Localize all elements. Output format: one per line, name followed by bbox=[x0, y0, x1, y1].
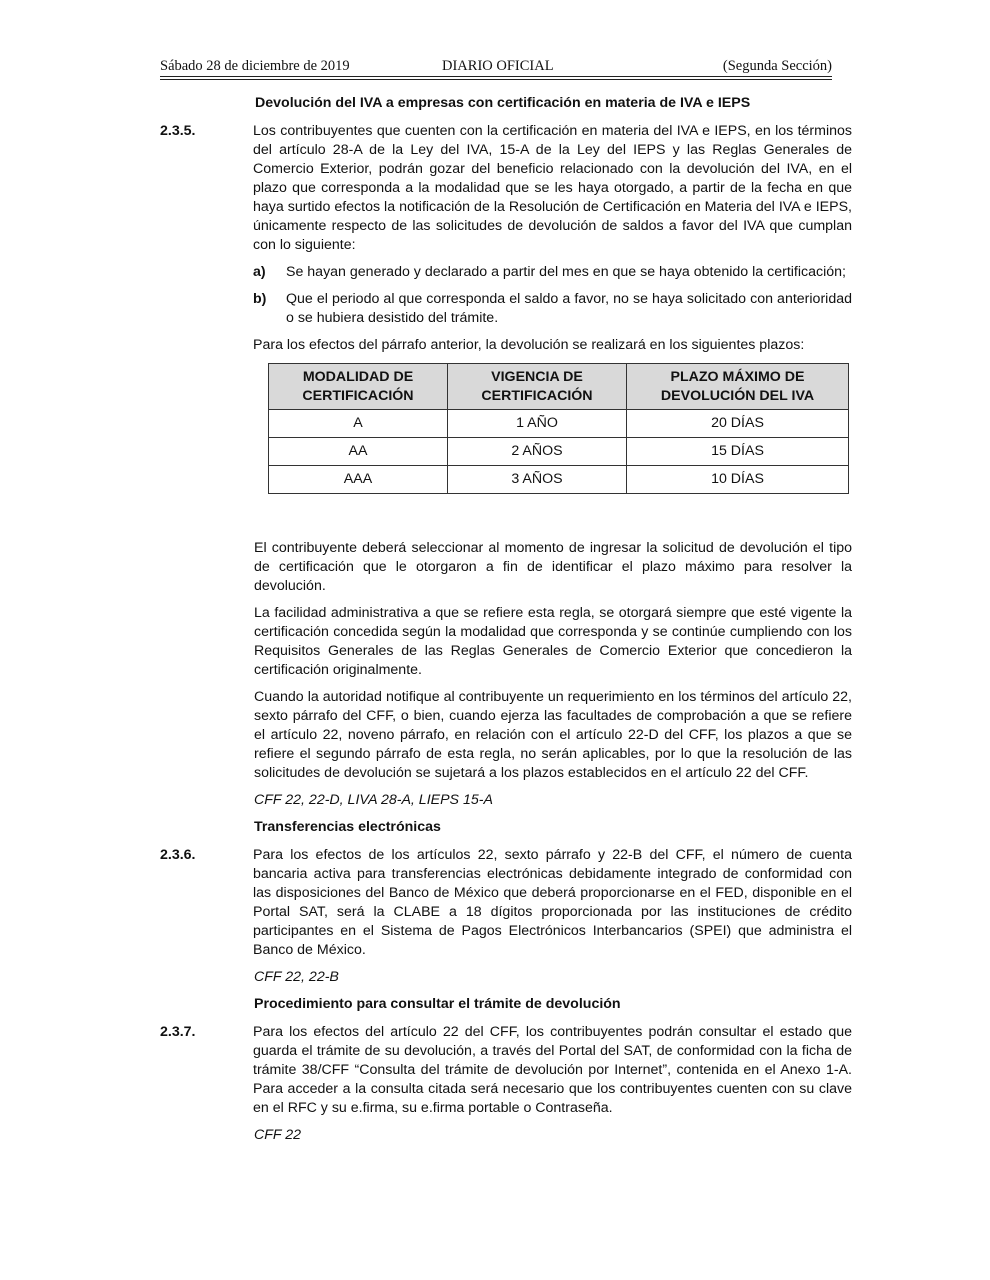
table-cell: 2 AÑOS bbox=[448, 438, 627, 466]
table-header-modalidad: MODALIDAD DE CERTIFICACIÓN bbox=[269, 364, 448, 410]
table-cell: 1 AÑO bbox=[448, 410, 627, 438]
document-body bbox=[160, 94, 852, 1153]
table-cell: AA bbox=[269, 438, 448, 466]
rule-number-236: 2.3.6. bbox=[160, 847, 196, 863]
table-cell: 20 DÍAS bbox=[627, 410, 849, 438]
legal-reference: CFF 22 bbox=[254, 1127, 302, 1143]
table-cell: 15 DÍAS bbox=[627, 438, 849, 466]
page-header bbox=[160, 57, 832, 77]
rule-body-237 bbox=[253, 1023, 852, 1118]
header-date: Sábado 28 de diciembre de 2019 bbox=[160, 58, 350, 74]
rule-heading-235: Devolución del IVA a empresas con certificación en materia de IVA e IEPS bbox=[255, 95, 751, 111]
rule-236 bbox=[160, 846, 852, 960]
rule-number-237: 2.3.7. bbox=[160, 1024, 196, 1040]
table-header-vigencia: VIGENCIA DE CERTIFICACIÓN bbox=[448, 364, 627, 410]
list-item-b bbox=[253, 290, 852, 328]
rule-heading-236: Transferencias electrónicas bbox=[254, 819, 441, 835]
rule-237 bbox=[160, 1023, 852, 1118]
header-divider bbox=[160, 76, 832, 77]
rule-235 bbox=[160, 122, 852, 531]
paragraph: El contribuyente deberá seleccionar al momento de ingresar la solicitud de devolución el tipo de certificación que le otorgaron a fin de identificar el plazo máximo para resolver la devolución. bbox=[254, 540, 852, 594]
list-item-label: a) bbox=[253, 264, 266, 280]
plazos-table bbox=[268, 363, 849, 494]
list-item-label: b) bbox=[253, 291, 267, 307]
paragraph: Para los efectos de los artículos 22, sexto párrafo y 22-B del CFF, el número de cuenta bancaria activa para transferencias electrónicas debidamente integrado de conformidad con las disposiciones del Banco de México que deberá proporcionarse en el FED, disponible en el Portal SAT, será la CLABE a 18 dígitos proporcionada por las instituciones de crédito participantes en el Sistema de Pagos Electrónicos Interbancarios (SPEI) que administra el Banco de México. bbox=[253, 847, 852, 958]
rule-body-235 bbox=[253, 122, 852, 531]
rule-number-235: 2.3.5. bbox=[160, 123, 196, 139]
legal-reference: CFF 22, 22-B bbox=[254, 969, 339, 985]
table-header-row bbox=[269, 364, 849, 410]
header-divider-second bbox=[160, 79, 832, 80]
list-item-text: Se hayan generado y declarado a partir del mes en que se haya obtenido la certificación; bbox=[286, 264, 846, 280]
paragraph: La facilidad administrativa a que se refiere esta regla, se otorgará siempre que esté vigente la certificación concedida según la modalidad que corresponda y se continúe cumpliendo con los Requisitos Generales de las Reglas Generales de Comercio Exterior que concedieron la certificación originalmente. bbox=[254, 605, 852, 678]
header-title: DIARIO OFICIAL bbox=[442, 58, 554, 74]
list-item-a bbox=[253, 263, 852, 282]
rule-heading-237: Procedimiento para consultar el trámite de devolución bbox=[254, 996, 621, 1012]
header-section: (Segunda Sección) bbox=[722, 58, 832, 74]
table-row bbox=[269, 466, 849, 494]
table-cell: 10 DÍAS bbox=[627, 466, 849, 494]
list-item-text: Que el periodo al que corresponda el saldo a favor, no se haya solicitado con anterioridad o se hubiera desistido del trámite. bbox=[286, 291, 852, 326]
table-cell: 3 AÑOS bbox=[448, 466, 627, 494]
table-cell: AAA bbox=[269, 466, 448, 494]
paragraph: Para los efectos del artículo 22 del CFF, los contribuyentes podrán consultar el estado que guarda el trámite de su devolución, a través del Portal del SAT, de conformidad con la ficha de trámite 38/CFF “Consulta del trámite de devolución por Internet”, contenida en el Anexo 1-A. Para acceder a la consulta citada será necesario que los contribuyentes cuenten con su clave en el RFC y su e.firma, su e.firma portable o Contraseña. bbox=[253, 1024, 852, 1116]
rule-235-intro: Los contribuyentes que cuenten con la certificación en materia del IVA e IEPS, en los términos del artículo 28-A de la Ley del IVA, 15-A de la Ley del IEPS y las Reglas Generales de Comercio Exterior, podrán gozar del beneficio relacionado con la devolución del IVA, en el plazo que corresponda a la modalidad que se les haya otorgado, a partir de la fecha en que haya surtido efectos la notificación de la Resolución de Certificación en Materia del IVA e IEPS, únicamente respecto de las solicitudes de devolución de saldos a favor del IVA que cumplan con lo siguiente: bbox=[253, 123, 852, 253]
table-intro: Para los efectos del párrafo anterior, la devolución se realizará en los siguientes plazos: bbox=[253, 337, 805, 353]
table-row bbox=[269, 410, 849, 438]
table-header-plazo: PLAZO MÁXIMO DE DEVOLUCIÓN DEL IVA bbox=[627, 364, 849, 410]
paragraph: Cuando la autoridad notifique al contribuyente un requerimiento en los términos del artículo 22, sexto párrafo del CFF, o bien, cuando ejerza las facultades de comprobación a que se refiere el artículo 22, noveno párrafo, en relación con el artículo 22-D del CFF, los plazos a que se refiere el segundo párrafo de esta regla, no serán aplicables, por lo que la resolución de las solicitudes de devolución se sujetará a los plazos establecidos en el artículo 22 del CFF. bbox=[254, 689, 852, 781]
rule-body-236 bbox=[253, 846, 852, 960]
table-row bbox=[269, 438, 849, 466]
table-cell: A bbox=[269, 410, 448, 438]
legal-reference: CFF 22, 22-D, LIVA 28-A, LIEPS 15-A bbox=[254, 792, 493, 808]
